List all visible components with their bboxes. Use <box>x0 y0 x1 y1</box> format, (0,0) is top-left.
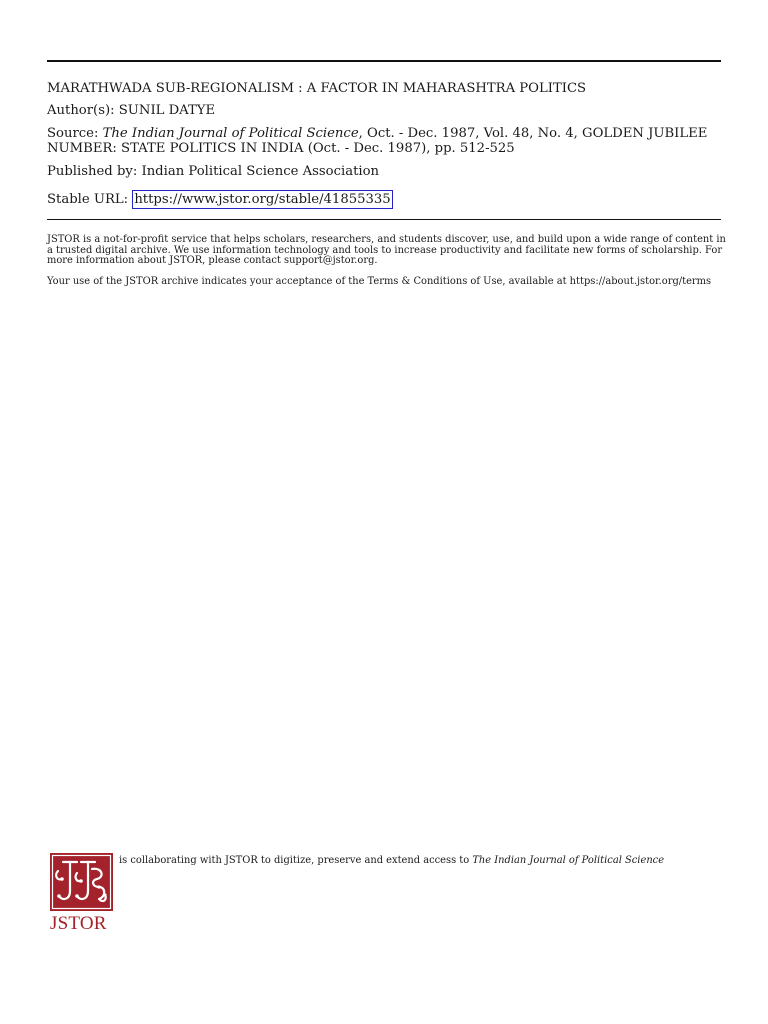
source-line <box>47 126 737 156</box>
publisher-line <box>47 163 379 180</box>
source-label: Source: <box>47 126 99 141</box>
jstor-wordmark: JSTOR <box>50 913 107 934</box>
author-label: Author(s): <box>47 103 115 118</box>
top-rule <box>47 60 721 62</box>
divider-rule <box>47 219 721 220</box>
source-details: , Oct. - Dec. 1987, Vol. 48, No. 4, GOLDEN JUBILEE NUMBER: STATE POLITICS IN INDIA (Oct. - Dec. 1987), pp. 512-525 <box>47 126 708 156</box>
article-title <box>47 80 586 97</box>
author-line <box>47 102 215 119</box>
stable-url-line <box>47 190 393 209</box>
publisher-label: Published by: <box>47 164 138 179</box>
journal-name: The Indian Journal of Political Science <box>102 126 359 141</box>
jstor-about-notice: JSTOR is a not-for-profit service that helps scholars, researchers, and students discover, use, and build upon a wide range of content in a trusted digital archive. We use information technology and tools to increase productivity and facilitate new forms of scholarship. For more information about JSTOR, please contact support@jstor.org. <box>47 234 726 266</box>
collaboration-note <box>119 855 679 866</box>
jstor-logo-icon <box>50 853 113 911</box>
terms-notice: Your use of the JSTOR archive indicates your acceptance of the Terms & Conditions of Use, available at https://about.jstor.org/terms <box>47 276 712 287</box>
publisher-name: Indian Political Science Association <box>141 164 380 179</box>
jstor-logo <box>50 853 114 935</box>
collaboration-journal: The Indian Journal of Political Science <box>472 855 665 866</box>
stable-url-link[interactable]: https://www.jstor.org/stable/41855335 <box>134 192 391 207</box>
collaboration-text: is collaborating with JSTOR to digitize, preserve and extend access to <box>119 855 470 866</box>
author-name: SUNIL DATYE <box>118 103 216 118</box>
article-title-text: MARATHWADA SUB-REGIONALISM : A FACTOR IN MAHARASHTRA POLITICS <box>47 81 587 96</box>
stable-url-label: Stable URL: <box>47 192 129 207</box>
